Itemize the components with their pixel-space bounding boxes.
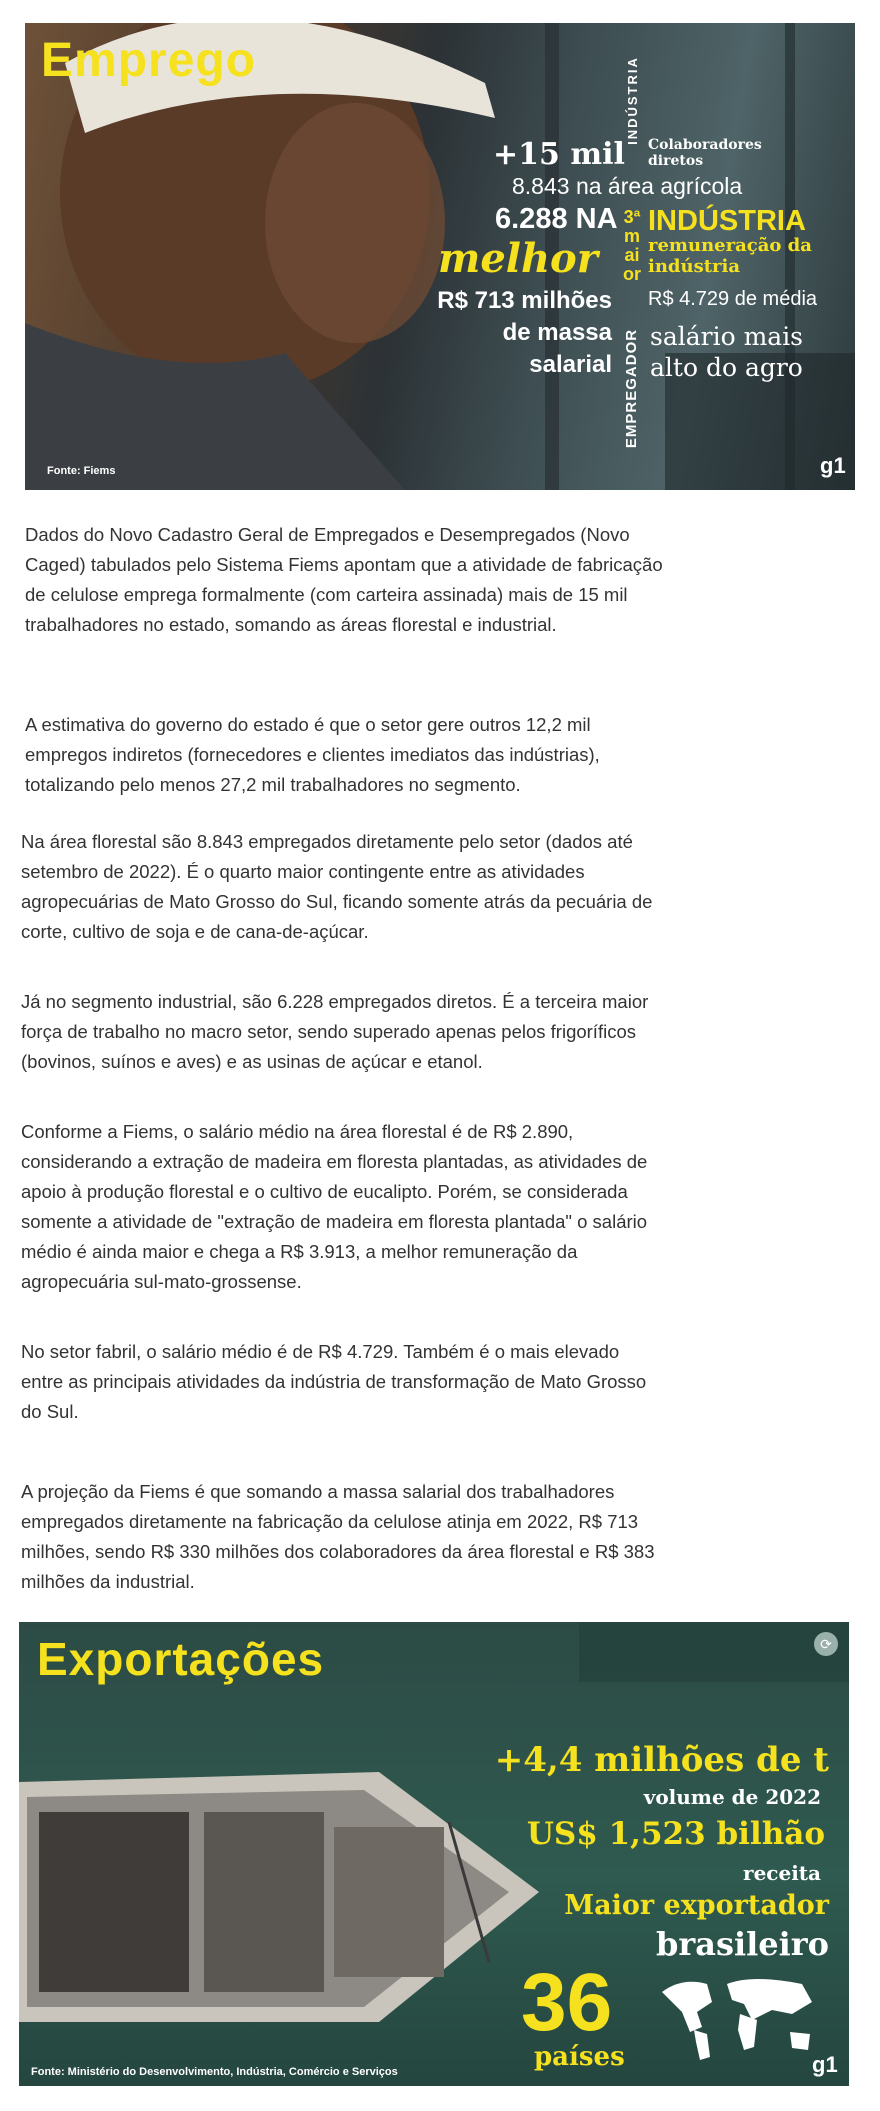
stat-brasileiro: brasileiro	[655, 1925, 829, 1963]
article-paragraph: Na área florestal são 8.843 empregados diretamente pelo setor (dados até setembro de 2022). É o quarto maior contingente entre as atividades agropecuárias de Mato Grosso do Sul, ficando somente atrás da pecuária de corte, cultivo de soja e de cana-de-açúcar.	[21, 831, 653, 942]
stat-paises-label: países	[534, 2042, 625, 2072]
stat-6288: 6.288 NA	[495, 203, 618, 235]
article-paragraph: Conforme a Fiems, o salário médio na área florestal é de R$ 2.890, considerando a extração de madeira em floresta plantadas, as atividades de apoio à produção florestal e o cultivo de eucalipto. Porém, se considerada somente a atividade de "extração de madeira em floresta plantada" o salário médio é ainda maior e chega a R$ 3.913, a melhor remuneração da agropecuária sul-mato-grossense.	[21, 1121, 648, 1292]
stat-industria: INDÚSTRIA	[648, 205, 806, 237]
world-map-icon	[652, 1972, 822, 2062]
stat-paises-count: 36	[521, 1957, 613, 2048]
article-paragraph: Dados do Novo Cadastro Geral de Empregados e Desempregados (Novo Caged) tabulados pelo Sistema Fiems apontam que a atividade de fabricação de celulose emprega formalmente (com carteira assinada) mais de 15 mil trabalhadores no estado, somando as áreas florestal e industrial.	[25, 524, 663, 635]
expand-icon[interactable]: ⟳	[814, 1632, 838, 1656]
article-paragraph: Já no segmento industrial, são 6.228 empregados diretos. É a terceira maior força de trabalho no macro setor, sendo superado apenas pelos frigoríficos (bovinos, suínos e aves) e as usinas de açúcar e etanol.	[21, 991, 649, 1072]
stat-terceira-maior: 3ª maior	[623, 207, 641, 284]
g1-logo: g1	[820, 453, 846, 478]
article-paragraph: No setor fabril, o salário médio é de R$ 4.729. Também é o mais elevado entre as principais atividades da indústria de transformação de Mato Grosso do Sul.	[21, 1341, 647, 1422]
emprego-title: Emprego	[41, 34, 257, 87]
emprego-source: Fonte: Fiems	[47, 465, 116, 477]
stat-volume: +4,4 milhões de t	[494, 1740, 829, 1780]
vertical-label-industria: INDÚSTRIA	[624, 56, 640, 145]
exportacoes-title: Exportações	[37, 1633, 325, 1685]
stat-plus-15-mil: +15 mil	[493, 137, 625, 172]
stat-area-agricola: 8.843 na área agrícola	[512, 173, 743, 199]
stat-receita-value: US$ 1,523 bilhão	[526, 1816, 825, 1852]
stat-massa-salarial: R$ 713 milhões de massa salarial	[437, 287, 612, 378]
vertical-label-empregador: EMPREGADOR	[623, 328, 641, 448]
stat-volume-label: volume de 2022	[643, 1785, 821, 1809]
vertical-label-empregador-wrap	[621, 313, 643, 463]
stat-receita-label: receita	[743, 1861, 821, 1885]
stat-melhor: melhor	[438, 235, 598, 282]
exportacoes-source: Fonte: Ministério do Desenvolvimento, Indústria, Comércio e Serviços	[31, 2066, 398, 2078]
article-paragraph: A estimativa do governo do estado é que o setor gere outros 12,2 mil empregos indiretos (fornecedores e clientes imediatos das indústrias), totalizando pelo menos 27,2 mil trabalhadores no segmento.	[25, 714, 600, 795]
stat-media: R$ 4.729 de média	[648, 288, 818, 310]
stat-salario-mais-alto: salário mais alto do agro	[650, 322, 804, 382]
emprego-infographic	[25, 23, 855, 490]
stat-remuneracao: remuneração da indústria	[648, 235, 812, 277]
stat-colaboradores: Colaboradores diretos	[648, 137, 762, 169]
article-paragraph: A projeção da Fiems é que somando a massa salarial dos trabalhadores empregados diretamente na fabricação da celulose atinja em 2022, R$ 713 milhões, sendo R$ 330 milhões dos colaboradores da área florestal e R$ 383 milhões da industrial.	[21, 1481, 655, 1592]
exportacoes-infographic	[19, 1622, 849, 2086]
stat-maior-exportador: Maior exportador	[564, 1890, 829, 1921]
g1-logo: g1	[812, 2052, 838, 2077]
